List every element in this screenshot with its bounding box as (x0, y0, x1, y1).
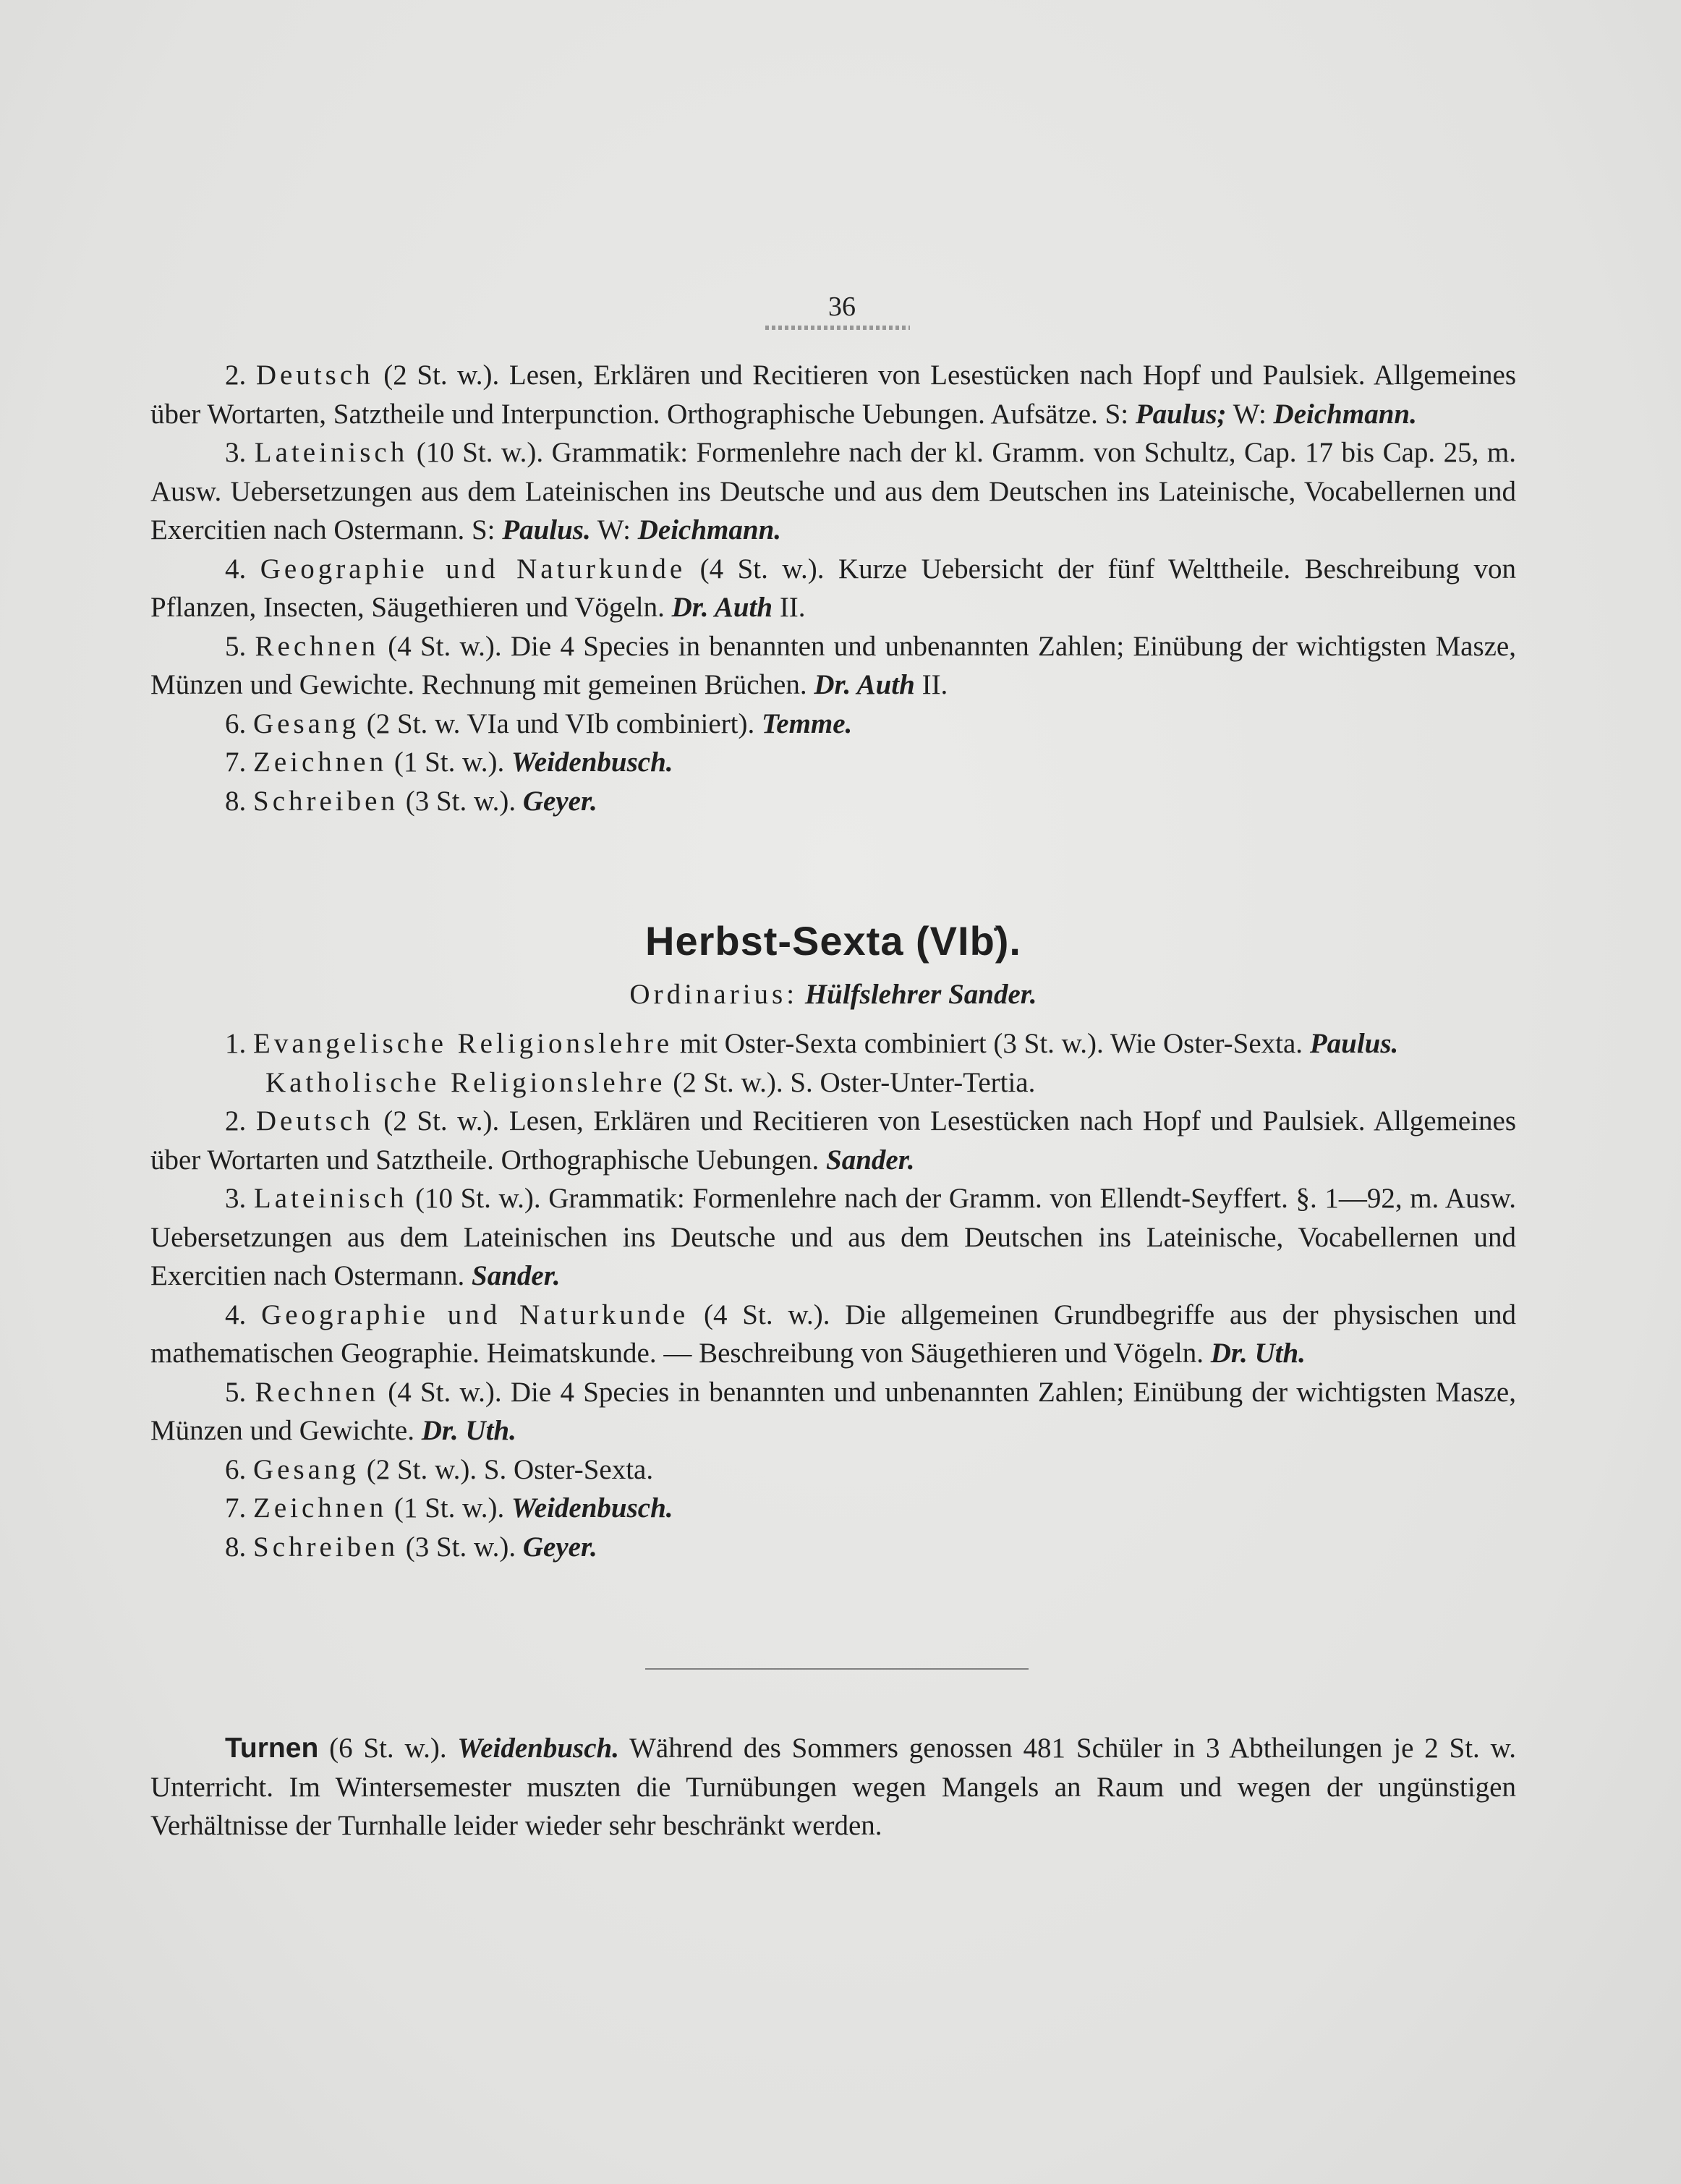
item-subject: Lateinisch (254, 437, 409, 468)
item-subject: Zeichnen (253, 747, 388, 778)
item-number: 6. (225, 708, 247, 739)
item-subject: Deutsch (255, 360, 374, 391)
item-number: 5. (225, 1376, 247, 1408)
item-subject: Deutsch (255, 1105, 374, 1136)
item-text: (4 St. w.). Die 4 Species in benannten und unbenannten Zahlen; Einübung der wichtigsten Masze, Münzen und Gewichte. (150, 1376, 1516, 1446)
section-2-item (150, 1489, 1516, 1528)
section-heading: Herbst-Sexta (VIb). (645, 918, 1021, 964)
item-number: 2. (225, 360, 247, 391)
section-2-item (150, 1528, 1516, 1567)
item-subject: Gesang (253, 708, 359, 739)
ordinarius-line (150, 978, 1516, 1011)
section-2-item (150, 1102, 1516, 1179)
item-subject: Schreiben (253, 785, 399, 817)
section-2-item (150, 1063, 1516, 1102)
item-number: 5. (225, 630, 247, 662)
section-2-item (150, 1450, 1516, 1490)
section-2 (150, 1024, 1516, 1566)
item-text-mid: W: (590, 514, 638, 545)
item-teacher: Deichmann. (1273, 398, 1417, 430)
item-text: (2 St. w.). S. Oster-Sexta. (359, 1453, 654, 1485)
item-teacher: Paulus. (502, 514, 591, 545)
item-teacher: Weidenbusch. (511, 1492, 673, 1524)
section-1-item (150, 705, 1516, 744)
item-text: (4 St. w.). Die 4 Species in benannten und unbenannten Zahlen; Einübung der wichtigsten Masze, Münzen und Gewichte. Rechnung mit gemeinen Brüchen. (150, 630, 1516, 700)
page-number: 36 (828, 292, 856, 322)
item-subject: Zeichnen (253, 1492, 388, 1524)
item-teacher: Geyer. (522, 785, 597, 817)
item-text: (2 St. w.). Lesen, Erklären und Recitieren von Lesestücken nach Hopf und Paulsiek. Allgemeines über Wortarten, Satztheile und Interpunction. Orthographische Uebungen. Aufsätze. S: (150, 360, 1516, 430)
item-number: 7. (225, 747, 247, 778)
item-number: 2. (225, 1105, 247, 1136)
item-subject: Gesang (253, 1453, 359, 1485)
item-subject: Lateinisch (253, 1183, 408, 1214)
section-2-item (150, 1373, 1516, 1450)
item-teacher: Deichmann. (637, 514, 782, 545)
ordinarius-name: Hülfslehrer Sander. (804, 979, 1037, 1010)
item-teacher: Dr. Auth (671, 592, 773, 623)
item-teacher: Geyer. (522, 1531, 597, 1563)
section-2-item (150, 1024, 1516, 1063)
turnen-hours: (6 St. w.). (318, 1733, 458, 1764)
item-subject: Katholische Religionslehre (265, 1066, 666, 1098)
item-text-mid: II. (914, 669, 948, 700)
item-number: 8. (225, 785, 247, 817)
item-teacher: Dr. Uth. (1210, 1338, 1306, 1369)
ordinarius-label: Ordinarius: (629, 979, 799, 1010)
item-number: 8. (225, 1531, 247, 1563)
item-text: (1 St. w.). (387, 1492, 511, 1524)
section-2-item (150, 1179, 1516, 1296)
item-subject: Evangelische Religionslehre (253, 1028, 673, 1059)
item-teacher: Dr. Auth (814, 669, 915, 700)
item-text: (4 St. w.). Die allgemeinen Grundbegriffe aus der physischen und mathematischen Geographie. Heimatskunde. — Beschreibung von Säugethieren und Vögeln. (150, 1299, 1517, 1369)
item-number: 4. (225, 1299, 247, 1330)
section-1-item (150, 782, 1516, 821)
item-text: mit Oster-Sexta combiniert (3 St. w.). Wie Oster-Sexta. (673, 1028, 1310, 1059)
item-number: 3. (225, 1183, 247, 1214)
item-number: 6. (225, 1453, 247, 1485)
item-teacher: Paulus; (1135, 398, 1227, 430)
item-text: (2 St. w. VIa und VIb combiniert). (359, 708, 762, 739)
item-teacher: Dr. Uth. (421, 1415, 516, 1446)
section-1-item (150, 627, 1516, 705)
item-text: (10 St. w.). Grammatik: Formenlehre nach der kl. Gramm. von Schultz, Cap. 17 bis Cap. 25, m. Ausw. Uebersetzungen aus dem Lateinischen ins Deutsche und aus dem Deutschen ins Lateinische, Vocabellernen und Exercitien nach Ostermann. S: (150, 437, 1516, 545)
item-teacher: Sander. (472, 1260, 561, 1291)
section-1-item (150, 550, 1516, 627)
item-text: (10 St. w.). Grammatik: Formenlehre nach der Gramm. von Ellendt-Seyffert. §. 1—92, m. Ausw. Uebersetzungen aus dem Lateinischen ins Deutsche und aus dem Deutschen ins Lateinische, Vocabellernen und Exercitien nach Ostermann. (150, 1183, 1516, 1291)
item-text-mid: W: (1226, 398, 1274, 430)
item-number: 1. (225, 1028, 247, 1059)
item-subject: Geographie und Naturkunde (260, 553, 686, 585)
item-subject: Geographie und Naturkunde (261, 1299, 689, 1330)
turnen-section (150, 1729, 1516, 1845)
section-1-item (150, 433, 1516, 550)
page-number-ornament (765, 326, 910, 330)
item-teacher: Paulus. (1309, 1028, 1399, 1059)
section-2-item (150, 1296, 1516, 1373)
section-1-item (150, 356, 1516, 433)
item-number: 3. (225, 437, 247, 468)
item-subject: Rechnen (255, 1376, 379, 1408)
item-text-mid: II. (773, 592, 806, 623)
item-subject: Schreiben (253, 1531, 399, 1563)
item-text: (2 St. w.). S. Oster-Unter-Tertia. (665, 1066, 1036, 1098)
turnen-label: Turnen (225, 1733, 319, 1764)
item-text: (4 St. w.). Kurze Uebersicht der fünf Welttheile. Beschreibung von Pflanzen, Insecten, Säugethieren und Vögeln. (150, 553, 1517, 623)
item-teacher: Sander. (826, 1144, 915, 1176)
item-number: 7. (225, 1492, 247, 1524)
section-1 (150, 356, 1516, 820)
section-1-item (150, 743, 1516, 782)
item-text: (1 St. w.). (387, 747, 511, 778)
turnen-teacher: Weidenbusch. (457, 1733, 619, 1764)
item-teacher: Temme. (762, 708, 853, 739)
item-text: (3 St. w.). (398, 785, 523, 817)
item-subject: Rechnen (255, 630, 379, 662)
item-teacher: Weidenbusch. (511, 747, 673, 778)
turnen-paragraph (150, 1729, 1516, 1845)
item-text: (3 St. w.). (398, 1531, 523, 1563)
item-number: 4. (225, 553, 247, 585)
turnen-text: Während des Sommers genossen 481 Schüler in 3 Abtheilungen je 2 St. w. Unterricht. Im Wintersemester muszten die Turnübungen wegen Mangels an Raum und wegen der ungünstigen Verhältnisse der Turnhalle leider wieder sehr beschränkt werden. (150, 1733, 1516, 1841)
section-divider (645, 1668, 1029, 1670)
item-text: (2 St. w.). Lesen, Erklären und Recitieren von Lesestücken nach Hopf und Paulsiek. Allgemeines über Wortarten und Satztheile. Orthographische Uebungen. (150, 1105, 1516, 1176)
